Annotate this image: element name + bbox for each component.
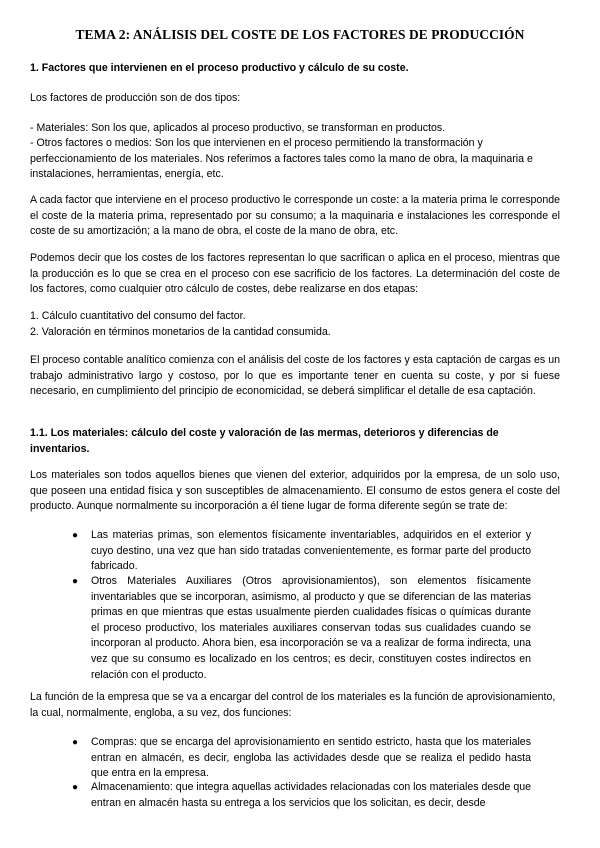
bullet-text: Otros Materiales Auxiliares (Otros aprovisionamientos), son elementos físicamente inventariables que se incorporan, asimismo, al producto y que se diferencian de las materias primas en que mientras que estas usualmente pierden cualidades físicas o químicas durante el proceso productivo, los materiales auxiliares conservan todas sus cualidades cuando se incorporan al producto. Ahora bien, esa incorporación se va a realizar de forma indirecta, una vez que su consumo es localizado en los centros; es decir, constituyen costes indirectos en relación con el producto. <box>91 575 531 681</box>
list-step-1: 1. Cálculo cuantitativo del consumo del factor. <box>30 310 246 322</box>
bullet-text: Almacenamiento: que integra aquellas actividades relacionadas con los materiales desde que entran en almacén hasta su entrega a los servicios que los solicitan, es decir, desde <box>91 781 531 809</box>
section-heading-1: 1. Factores que intervienen en el proceso productivo y cálculo de su coste. <box>30 62 409 74</box>
paragraph-funcion-aprovisionamiento: La función de la empresa que se va a encargar del control de los materiales es la función de aprovisionamiento, la cual, normalmente, engloba, a su vez, dos funciones: <box>30 691 556 719</box>
bullet-icon: ● <box>72 576 79 587</box>
paragraph-intro: Los factores de producción son de dos tipos: <box>30 92 241 104</box>
paragraph-costes-factores: Podemos decir que los costes de los factores representan lo que sacrifican o aplica en el proceso, mientras que la producción es lo que se crea en el proceso con ese sacrificio de los factores. La determinación del coste de los factores, como cualquier otro cálculo de costes, debe realizarse en dos etapas: <box>30 252 560 296</box>
bullet-icon: ● <box>72 737 79 748</box>
bullet-text: Las materias primas, son elementos físicamente inventariables, adquiridos en el exterior y cuyo destino, una vez que han sido tratadas convenientemente, es formar parte del producto fabricado. <box>91 529 531 573</box>
list-step-2: 2. Valoración en términos monetarios de la cantidad consumida. <box>30 326 331 338</box>
bullet-almacenamiento <box>72 780 531 811</box>
bullet-materias-primas <box>72 528 531 575</box>
paragraph-coste-factor: A cada factor que interviene en el proceso productivo le corresponde un coste: a la materia prima le corresponde el coste de la materia prima, representado por su consumo; a la maquinaria e instalaciones les corresponde el coste de su amortización; a la mano de obra, el coste de la mano de obra, etc. <box>30 194 560 238</box>
section-heading-1-1: 1.1. Los materiales: cálculo del coste y valoración de las mermas, deterioros y diferencias de inventarios. <box>30 427 499 455</box>
paragraph-materiales-definicion: Los materiales son todos aquellos bienes que vienen del exterior, adquiridos por la empresa, de un solo uso, que poseen una entidad física y son susceptibles de almacenamiento. El consumo de estos genera el coste del producto. Aunque normalmente su incorporación a él tiene lugar de forma diferente según se trate de: <box>30 469 560 513</box>
bullet-text: Compras: que se encarga del aprovisionamiento en sentido estricto, hasta que los materiales entran en almacén, es decir, engloba las actividades desde que se realiza el pedido hasta que entra en la empresa. <box>91 736 531 780</box>
document-title: TEMA 2: ANÁLISIS DEL COSTE DE LOS FACTORES DE PRODUCCIÓN <box>75 27 525 42</box>
paragraph-materiales: - Materiales: Son los que, aplicados al proceso productivo, se transforman en productos. <box>30 122 446 134</box>
bullet-compras <box>72 735 531 782</box>
paragraph-proceso-contable: El proceso contable analítico comienza con el análisis del coste de los factores y esta captación de cargas es un trabajo administrativo largo y costoso, por lo que es importante tener en cuenta su coste, y por si fuese necesario, en cumplimiento del principio de economicidad, se deberá simplificar el detalle de esa captación. <box>30 354 560 398</box>
paragraph-otros-factores: - Otros factores o medios: Son los que intervienen en el proceso permitiendo la transformación y perfeccionamiento de los materiales. Nos referimos a factores tales como la mano de obra, la maquinaria e instalaciones, herramientas, energía, etc. <box>30 137 533 181</box>
bullet-otros-materiales <box>72 574 531 683</box>
bullet-icon: ● <box>72 530 79 541</box>
bullet-icon: ● <box>72 782 79 793</box>
